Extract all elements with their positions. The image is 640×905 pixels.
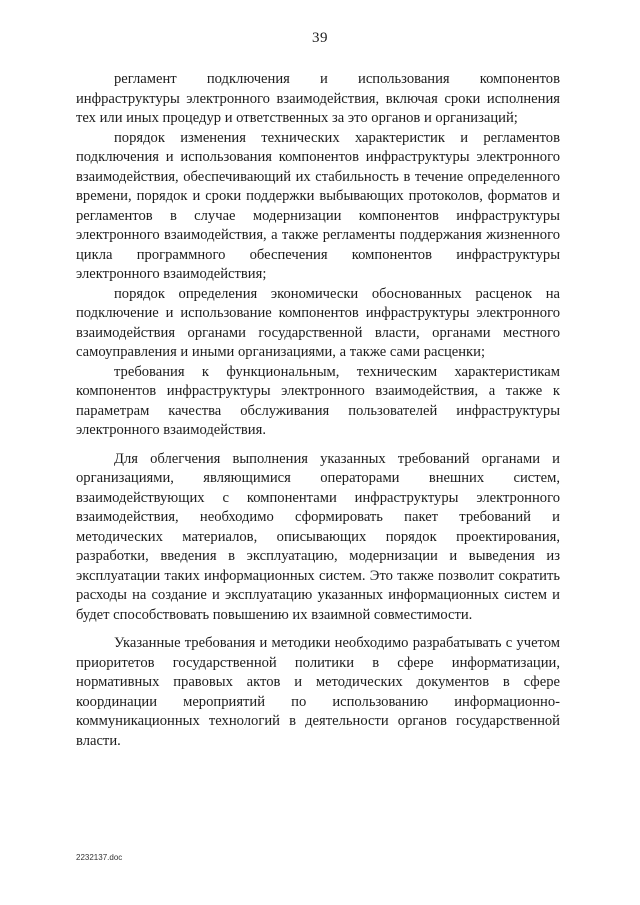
paragraph-methodology: Указанные требования и методики необходимо разрабатывать с учетом приоритетов государственной политики в сфере информатизации, нормативных правовых актов и методических документов в сфере координации мероприятий по использованию информационно-коммуникационных технологий в деятельности органов государственной власти. <box>76 635 560 749</box>
paragraph-connection-regulation: регламент подключения и использования компонентов инфраструктуры электронного взаимодействия, включая сроки исполнения тех или иных процедур и ответственных за это органов и организаций; <box>76 71 560 126</box>
paragraph-facilitation: Для облегчения выполнения указанных требований органами и организациями, являющимися операторами внешних систем, взаимодействующих с компонентами инфраструктуры электронного взаимодействия, необходимо сформировать пакет требований и методических материалов, описывающих порядок проектирования, разработки, введения в эксплуатацию, модернизации и выведения из эксплуатации таких информационных систем. Это также позволит сократить расходы на создание и эксплуатацию указанных информационных систем и будет способствовать повышению их взаимной совместимости. <box>76 450 560 623</box>
paragraph-pricing-procedure: порядок определения экономически обоснованных расценок на подключение и использование компонентов инфраструктуры электронного взаимодействия органами государственной власти, органами местного самоуправления и иными организациями, а также сами расценки; <box>76 285 560 360</box>
paragraph-requirements: требования к функциональным, техническим характеристикам компонентов инфраструктуры электронного взаимодействия, а также к параметрам качества обслуживания пользователей инфраструктуры электронного взаимодействия. <box>76 363 560 438</box>
page-number: 39 <box>312 30 328 46</box>
document-body <box>76 70 560 751</box>
footer-doc-id: 2232137.doc <box>76 853 123 862</box>
paragraph-change-procedure: порядок изменения технических характеристик и регламентов подключения и использования компонентов инфраструктуры электронного взаимодействия, обеспечивающий их стабильность в течение определенного времени, порядок и сроки поддержки выбывающих протоколов, форматов и регламентов в случае модернизации компонентов инфраструктуры электронного взаимодействия, а также регламенты поддержания жизненного цикла программного обеспечения компонентов инфраструктуры электронного взаимодействия; <box>76 129 560 282</box>
